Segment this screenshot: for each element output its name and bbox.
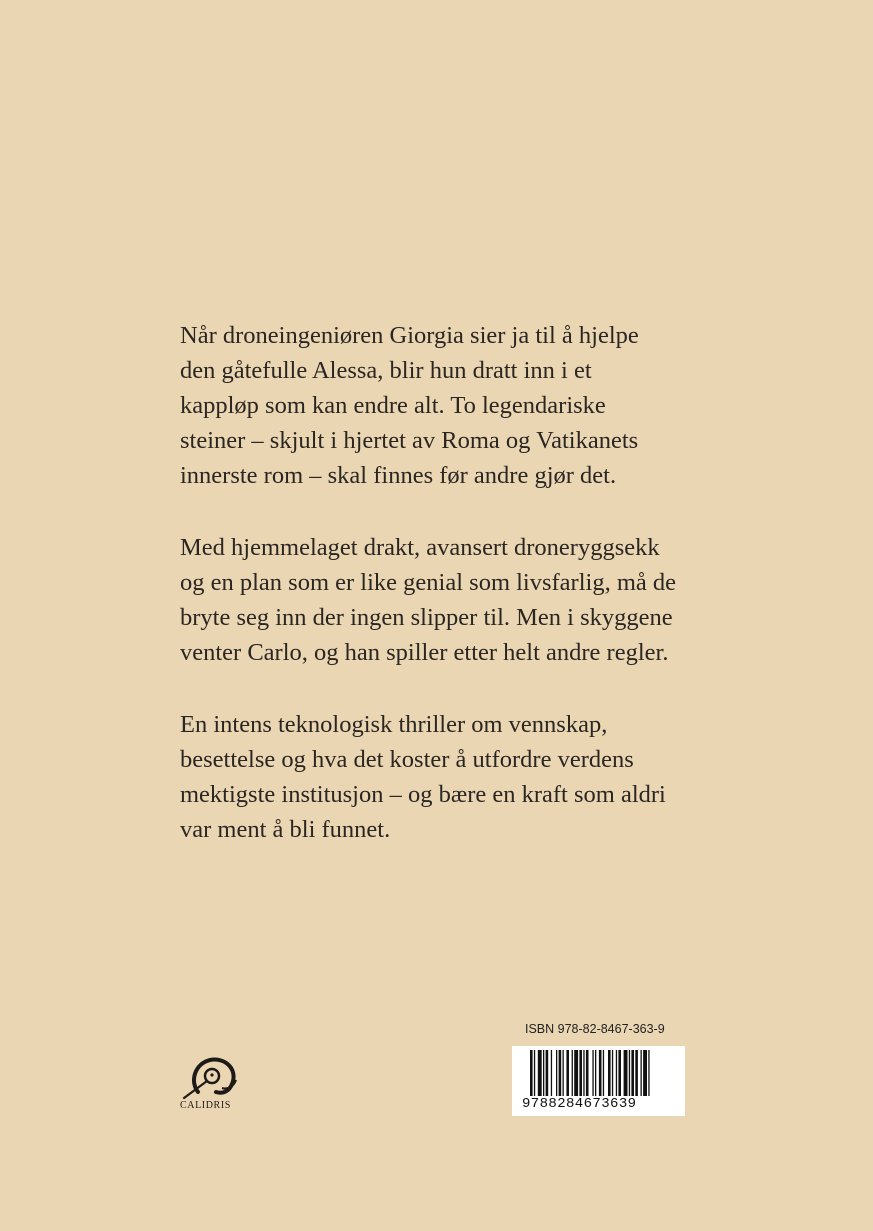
blurb-paragraph-3 (180, 707, 710, 847)
barcode-bar (543, 1050, 544, 1096)
calidris-bird-logo-icon (176, 1052, 248, 1102)
barcode-bar (635, 1050, 638, 1096)
blurb-line: innerste rom – skal finnes før andre gjør det. (180, 462, 617, 489)
barcode-bar (563, 1050, 564, 1096)
blurb-line: steiner – skjult i hjertet av Roma og Vatikanets (180, 427, 639, 454)
barcode-bar (538, 1050, 542, 1096)
isbn-label: ISBN 978-82-8467-363-9 (525, 1022, 665, 1036)
barcode-bar (579, 1050, 582, 1096)
barcode-bar (530, 1050, 533, 1096)
barcode-bar (534, 1050, 535, 1096)
blurb-line: kappløp som kan endre alt. To legendariske (180, 392, 606, 419)
blurb-line: og en plan som er like genial som livsfarlig, må de (180, 569, 677, 596)
barcode-bar (583, 1050, 584, 1096)
barcode-bar (586, 1050, 589, 1096)
barcode-bar (551, 1050, 552, 1096)
barcode-bar (641, 1050, 642, 1096)
barcode-bar (546, 1050, 549, 1096)
blurb-line: besettelse og hva det koster å utfordre verdens (180, 746, 634, 773)
barcode-bar (616, 1050, 617, 1096)
blurb-line: Når droneingeniøren Giorgia sier ja til å hjelpe (180, 322, 639, 349)
barcode-bar (648, 1050, 649, 1096)
blurb-paragraph-2 (180, 530, 710, 670)
barcode-bar (624, 1050, 628, 1096)
publisher-name: CALIDRIS (180, 1100, 231, 1111)
barcode-bar (566, 1050, 569, 1096)
barcode-bar (574, 1050, 578, 1096)
blurb-line: venter Carlo, og han spiller etter helt andre regler. (180, 639, 669, 666)
blurb-line: mektigste institusjon – og bære en kraft som aldri (180, 781, 666, 808)
barcode-bar (629, 1050, 630, 1096)
barcode-bar (603, 1050, 604, 1096)
barcode-bar (595, 1050, 596, 1096)
barcode-bar (592, 1050, 593, 1096)
barcode-bar (599, 1050, 602, 1096)
back-cover-blurb (180, 318, 710, 884)
blurb-paragraph-1 (180, 318, 710, 493)
barcode-bar (643, 1050, 647, 1096)
barcode-bar (631, 1050, 634, 1096)
barcode-bar (572, 1050, 573, 1096)
barcode-bar (559, 1050, 562, 1096)
publisher-logo (176, 1052, 248, 1114)
isbn-barcode (512, 1046, 685, 1116)
blurb-line: den gåtefulle Alessa, blir hun dratt inn i et (180, 357, 592, 384)
barcode-bar (612, 1050, 613, 1096)
barcode-digits: 9788284673639 (522, 1096, 637, 1112)
blurb-line: Med hjemmelaget drakt, avansert droneryggsekk (180, 534, 660, 561)
blurb-line: bryte seg inn der ingen slipper til. Men i skyggene (180, 604, 673, 631)
blurb-line: var ment å bli funnet. (180, 816, 391, 843)
barcode-bar (608, 1050, 611, 1096)
blurb-line: En intens teknologisk thriller om vennskap, (180, 711, 608, 738)
barcode-bar (556, 1050, 557, 1096)
barcode-bar (618, 1050, 621, 1096)
